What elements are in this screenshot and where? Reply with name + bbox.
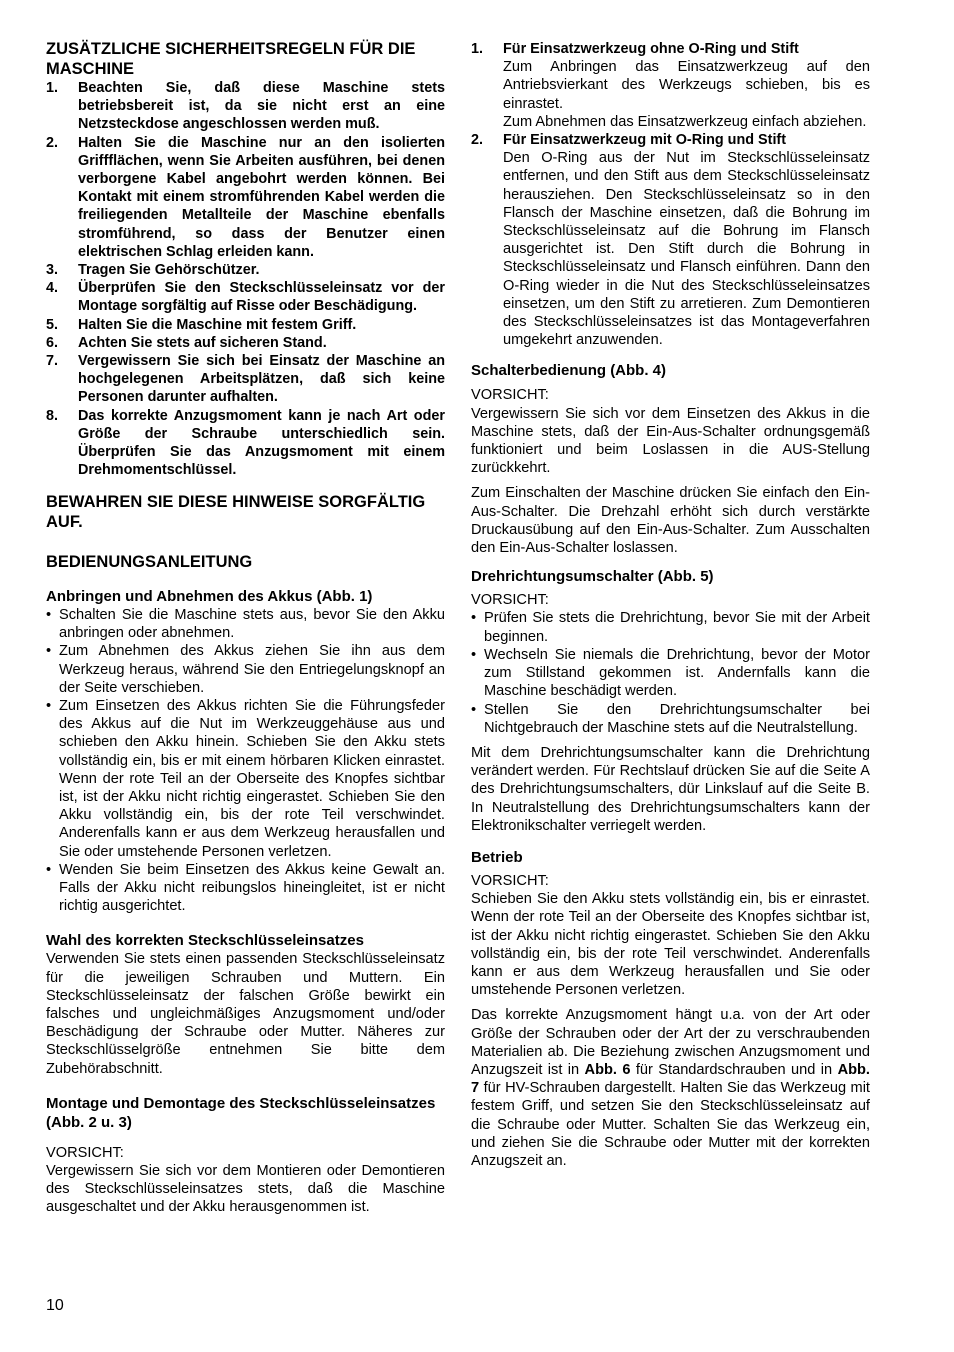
safety-item: 8. Das korrekte Anzugsmoment kann je nach Art oder Größe der Schraube unterschiedlich sein. Überprüfen Sie das Anzugsmoment mit einem Drehmomentschlüssel. xyxy=(46,407,445,479)
operation-heading: Betrieb xyxy=(471,848,523,866)
torque-text: Das korrekte Anzugsmoment hängt u.a. von der Art oder Größe der Schrauben oder der Art der zu verschraubenden Materialien ab. Die Beziehung zwischen Anzugsmoment und Anzugszeit ist in Abb. 6 für Standardschrauben und in Abb. 7 für HV-Schrauben dargestellt. Halten Sie das Werkzeug mit festem Griff, und setzen Sie den Steckschlüsseleinsatz auf die Schraube oder Mutter. Schalten Sie das Werkzeug ein, und ziehen Sie die Schraube oder Mutter mit der korrekten Anzugszeit an. xyxy=(471,1007,870,1169)
reverse-heading: Drehrichtungsumschalter (Abb. 5) xyxy=(471,568,714,586)
operation-caution: VORSICHT: xyxy=(471,872,549,889)
left-column xyxy=(46,40,445,1217)
battery-heading: Anbringen und Abnehmen des Akkus (Abb. 1) xyxy=(46,587,373,605)
mount-text: Vergewissern Sie sich vor dem Montieren oder Demontieren des Steckschlüsseleinsatzes stets, daß die Maschine ausgeschaltet und der Akku herausgenommen ist. xyxy=(46,1163,445,1216)
battery-list xyxy=(46,606,445,915)
battery-bullet: • Zum Abnehmen des Akkus ziehen Sie ihn aus dem Werkzeug heraus, während Sie den Entriegelungsknopf an der Seite verschieben. xyxy=(46,643,445,696)
safety-item: 2. Halten Sie die Maschine nur an den isolierten Griffflächen, wenn Sie Arbeiten ausführen, bei denen verborgene Kabel angebohrt werden können. Bei Kontakt mit einem stromführenden Kabel werden die freiliegenden Metallteile der Maschine ebenfalls stromführend, so dass der Benutzer einen elektrischen Schlag erleiden kann. xyxy=(46,134,445,260)
tool-item-title: Für Einsatzwerkzeug mit O-Ring und Stift xyxy=(503,132,787,149)
operation-manual-heading: BEDIENUNGSANLEITUNG xyxy=(46,553,253,572)
keep-instructions-heading: BEWAHREN SIE DIESE HINWEISE SORGFÄLTIG AUF. xyxy=(46,493,426,531)
reverse-text: Mit dem Drehrichtungsumschalter kann die Drehrichtung verändert werden. Für Rechtslauf drücken Sie auf die Seite A des Drehrichtungsumschalters, dür Linkslauf auf die Seite B. In Neutralstellung des Drehrichtungsumschalters kann der Elektronikschalter verriegelt werden. xyxy=(471,744,870,834)
safety-item: 1. Beachten Sie, daß diese Maschine stets betriebsbereit ist, da sie nicht erst an eine Netzsteckdose angeschlossen werden muß. xyxy=(46,80,445,133)
tool-item: 1. Für Einsatzwerkzeug ohne O-Ring und Stift Zum Anbringen das Einsatzwerkzeug auf den Antriebsvierkant des Werkzeugs schieben, bis es einrastet. Zum Abnehmen das Einsatzwerkzeug einfach abziehen. xyxy=(471,41,870,130)
reverse-caution: VORSICHT: xyxy=(471,592,549,609)
safety-item: 3. Tragen Sie Gehörschützer. xyxy=(46,262,260,279)
reverse-bullet: • Stellen Sie den Drehrichtungsumschalter bei Nichtgebrauch der Maschine stets auf die Neutralstellung. xyxy=(471,701,870,736)
switch-caution: VORSICHT: xyxy=(471,387,549,404)
safety-heading: ZUSÄTZLICHE SICHERHEITSREGELN FÜR DIE MASCHINE xyxy=(46,40,416,78)
operation-text: Schieben Sie den Akku stets vollständig ein, bis er einrastet. Wenn der rote Teil an der Oberseite des Knopfes sichtbar ist, ist der Akku nicht richtig eingerastet. Schieben Sie den Akku vollständig ein, bis der rote Teil verschwindet. Anderenfalls kann er aus dem Werkzeug herausfallen und Sie oder umstehende Personen verletzen. xyxy=(471,891,870,999)
reverse-bullet: • Wechseln Sie niemals die Drehrichtung, bevor der Motor zum Stillstand gekommen ist. Andernfalls kann die Maschine beschädigt werden. xyxy=(471,646,870,700)
reverse-list xyxy=(471,609,870,736)
tool-item-text: Zum Abnehmen das Einsatzwerkzeug einfach abziehen. xyxy=(503,113,867,130)
switch-text: Vergewissern Sie sich vor dem Einsetzen des Akkus in die Maschine stets, daß der Ein-Aus-Schalter ordnungsgemäß funktioniert und beim Loslassen in die AUS-Stellung zurückkehrt. xyxy=(471,405,870,477)
battery-bullet: • Schalten Sie die Maschine stets aus, bevor Sie den Akku anbringen oder abnehmen. xyxy=(46,606,445,642)
safety-item: 7. Vergewissern Sie sich bei Einsatz der Maschine an hochgelegenen Arbeitsplätzen, daß sich keine Personen darunter aufhalten. xyxy=(46,353,445,406)
mount-heading: Montage und Demontage des Steckschlüsseleinsatzes (Abb. 2 u. 3) xyxy=(46,1094,436,1131)
fig6-ref: Abb. 6 xyxy=(584,1061,631,1078)
battery-bullet: • Zum Einsetzen des Akkus richten Sie die Führungsfeder des Akkus auf die Nut im Werkzeuggehäuse aus und schieben den Akku hinein. Schieben Sie den Akku stets vollständig ein, bis er mit einem hörbaren Klicken einrastet. Wenn der rote Teil an der Oberseite des Knopfes sichtbar ist, ist der Akku nicht richtig eingerastet. Schieben Sie den Akku vollständig ein, bis der rote Teil verschwindet. Anderenfalls kann er aus dem Werkzeug herausfallen und Sie oder umstehende Personen verletzen. xyxy=(46,697,445,860)
right-column xyxy=(471,40,870,1170)
reverse-bullet: • Prüfen Sie stets die Drehrichtung, bevor Sie mit der Arbeit beginnen. xyxy=(471,610,870,645)
socket-text: Verwenden Sie stets einen passenden Steckschlüsseleinsatz für die jeweiligen Schrauben und Muttern. Ein Steckschlüsseleinsatz der falschen Größe bewirkt ein falsches und ungleichmäßiges Anzugsmoment und/oder Beschädigung der Schraube oder Mutter. Näheres zur Steckschlüsselgröße entnehmen Sie bitte dem Zubehörabschnitt. xyxy=(46,951,445,1077)
safety-list xyxy=(46,79,445,479)
socket-heading: Wahl des korrekten Steckschlüsseleinsatzes xyxy=(46,932,364,950)
safety-item: 6. Achten Sie stets auf sicheren Stand. xyxy=(46,334,327,351)
tool-item-text: Zum Anbringen das Einsatzwerkzeug auf den Antriebsvierkant des Werkzeugs schieben, bis es einrastet. xyxy=(503,59,870,112)
safety-item: 4. Überprüfen Sie den Steckschlüsseleinsatz vor der Montage sorgfältig auf Risse oder Beschädigung. xyxy=(46,280,445,315)
battery-bullet: • Wenden Sie beim Einsetzen des Akkus keine Gewalt an. Falls der Akku nicht reibungslos hineingleitet, ist er nicht richtig ausgerichtet. xyxy=(46,861,445,915)
page-number: 10 xyxy=(46,1297,64,1314)
switch-heading: Schalterbedienung (Abb. 4) xyxy=(471,362,667,380)
tool-item: 2. Für Einsatzwerkzeug mit O-Ring und Stift Den O-Ring aus der Nut im Steckschlüsseleinsatz entfernen, und den Stift aus dem Steckschlüsseleinsatz herausziehen. Den Steckschlüsseleinsatz so in den Flansch der Maschine einsetzen, daß die Bohrung im Steckschlüsseleinsatz auf die Bohrung im Flansch ausgerichtet ist. Den Stift durch die Bohrung in Steckschlüsseleinsatz und Flansch einführen. Dann den O-Ring wieder in die Nut des Steckschlüsseleinsatzes einsetzen, um den Stift zu arretieren. Zum Demontieren des Steckschlüsseleinsatzes ist das Montageverfahren umgekehrt anzuwenden. xyxy=(471,132,870,349)
fig7-ref: Abb. 7 xyxy=(471,1061,870,1097)
tool-item-title: Für Einsatzwerkzeug ohne O-Ring und Stift xyxy=(503,41,799,57)
tool-item-text: Den O-Ring aus der Nut im Steckschlüsseleinsatz entfernen, und den Stift aus dem Steckschlüsseleinsatz herausziehen. Den Steckschlüsseleinsatz so in den Flansch der Maschine einsetzen, daß die Bohrung im Steckschlüsseleinsatz auf die Bohrung im Flansch ausgerichtet ist. Den Stift durch die Bohrung in Steckschlüsseleinsatz und Flansch einführen. Dann den O-Ring wieder in die Nut des Steckschlüsseleinsatzes einsetzen, um den Stift zu arretieren. Zum Demontieren des Steckschlüsseleinsatzes ist das Montageverfahren umgekehrt anzuwenden. xyxy=(503,150,870,349)
mount-caution: VORSICHT: xyxy=(46,1144,124,1161)
switch-text: Zum Einschalten der Maschine drücken Sie einfach den Ein-Aus-Schalter. Die Drehzahl erhöht sich durch verstärkte Druckausübung auf den Ein-Aus-Schalter. Zum Ausschalten den Ein-Aus-Schalter loslassen. xyxy=(471,485,870,557)
safety-item: 5. Halten Sie die Maschine mit festem Griff. xyxy=(46,316,357,333)
